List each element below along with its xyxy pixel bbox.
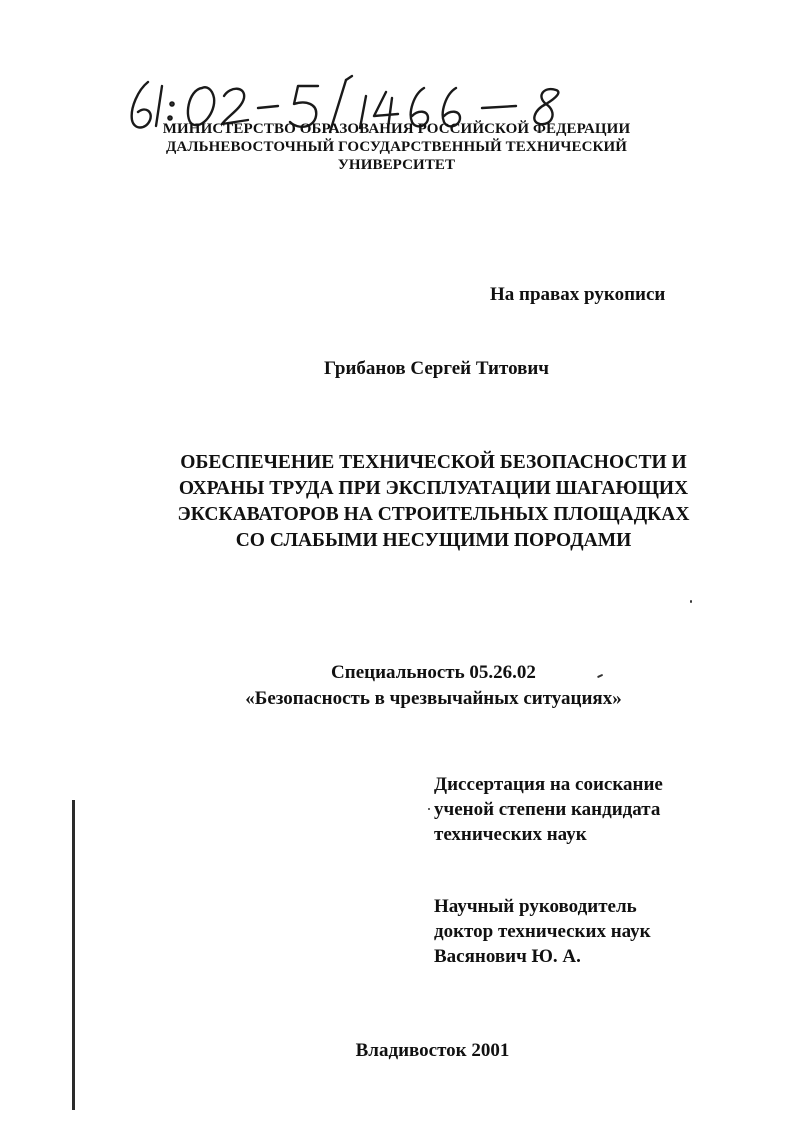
author-name: Грибанов Сергей Титович (323, 358, 550, 379)
ministry-line-1: МИНИСТЕРСТВО ОБРАЗОВАНИЯ РОССИЙСКОЙ ФЕДЕРАЦИИ (162, 121, 631, 137)
specialty-code: Специальность 05.26.02 (331, 662, 536, 683)
specialty-name: «Безопасность в чрезвычайных ситуациях» (245, 688, 622, 709)
ministry-line-2: ДАЛЬНЕВОСТОЧНЫЙ ГОСУДАРСТВЕННЫЙ ТЕХНИЧЕСКИЙ (165, 139, 628, 155)
city-year: Владивосток 2001 (355, 1040, 510, 1061)
scan-speck (690, 600, 692, 603)
ministry-line-3: УНИВЕРСИТЕТ (337, 157, 456, 173)
supervisor-block (434, 894, 651, 969)
rights-note: На правах рукописи (490, 284, 666, 305)
supervisor-line-1: Научный руководитель (434, 896, 637, 917)
ministry-header (0, 120, 793, 174)
supervisor-line-3: Васянович Ю. А. (434, 946, 581, 967)
specialty-block (37, 660, 793, 712)
dissertation-note (434, 772, 663, 847)
dissertation-title (37, 450, 793, 554)
title-line-2: ОХРАНЫ ТРУДА ПРИ ЭКСПЛУАТАЦИИ ШАГАЮЩИХ (178, 478, 689, 499)
title-line-3: ЭКСКАВАТОРОВ НА СТРОИТЕЛЬНЫХ ПЛОЩАДКАХ (177, 504, 690, 525)
title-line-1: ОБЕСПЕЧЕНИЕ ТЕХНИЧЕСКОЙ БЕЗОПАСНОСТИ И (180, 452, 687, 473)
title-line-4: СО СЛАБЫМИ НЕСУЩИМИ ПОРОДАМИ (235, 530, 632, 551)
dissertation-line-3: технических наук (434, 824, 587, 845)
dissertation-line-2: ученой степени кандидата (434, 799, 661, 820)
scan-speck (428, 808, 430, 810)
dissertation-line-1: Диссертация на соискание (434, 774, 663, 795)
scan-margin-line (72, 800, 75, 1110)
supervisor-line-2: доктор технических наук (434, 921, 651, 942)
